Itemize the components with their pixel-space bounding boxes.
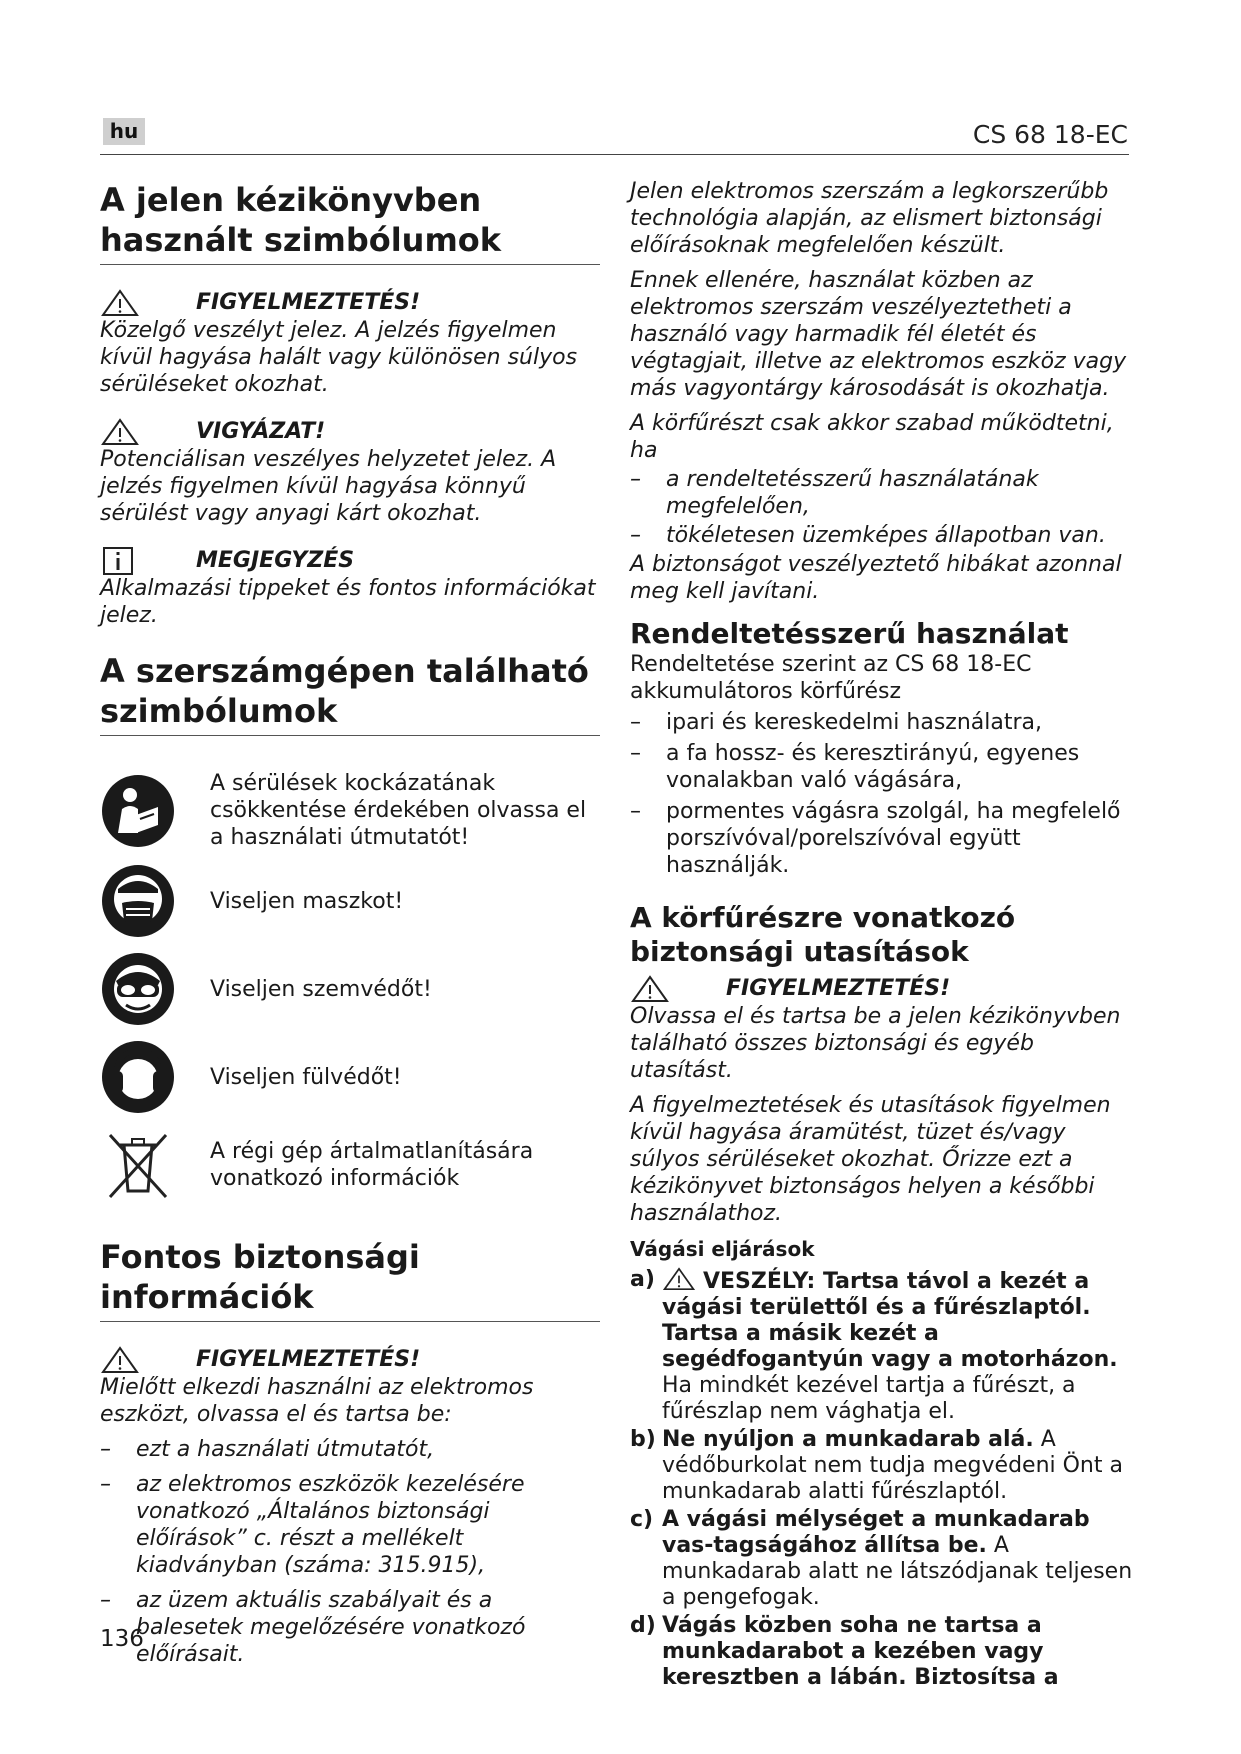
warning-triangle-icon bbox=[100, 289, 140, 317]
intro-paragraph: Ennek ellenére, használat közben az elektromos szerszám veszélyeztetheti a használó vagy harmadik fél életét és végtagjait, illetve az elektromos eszköz vagy más vagyontárgy károsodását is okozhatja. bbox=[630, 268, 1127, 401]
warning-triangle-icon bbox=[100, 1346, 140, 1374]
intro-paragraph: A biztonságot veszélyeztető hibákat azonnal meg kell javítani. bbox=[630, 552, 1122, 604]
symbol-row bbox=[100, 1127, 600, 1203]
list-item: – pormentes vágásra szolgál, ha megfelelő porszívóval/porelszívóval együtt használják. bbox=[630, 799, 1121, 878]
list-item: – ipari és kereskedelmi használatra, bbox=[630, 710, 1042, 735]
symbol-text: A sérülések kockázatának csökkentése érdekében olvassa el a használati útmutatót! bbox=[210, 771, 587, 850]
list-item: – tökéletesen üzemképes állapotban van. bbox=[630, 523, 1106, 548]
warning-text: A figyelmeztetések és utasítások figyelmen kívül hagyása áramütést, tüzet és/vagy súlyos sérüléseket okozhat. Őrizze ezt a kézikönyvet biztonságos helyen a későbbi használathoz. bbox=[630, 1093, 1111, 1226]
caution-heading: VIGYÁZAT! bbox=[100, 418, 600, 446]
crossed-bin-icon bbox=[100, 1127, 176, 1203]
procedure-item: b) Ne nyúljon a munkadarab alá. A védőburkolat nem tudja megvédeni Önt a munkadarab alatti fűrészlaptól. bbox=[630, 1427, 1123, 1504]
symbol-text: Viseljen fülvédőt! bbox=[210, 1064, 402, 1090]
ear-protection-icon bbox=[100, 1039, 176, 1115]
warning-text: Közelgő veszélyt jelez. A jelzés figyelmen kívül hagyása halált vagy különösen súlyos sérüléseket okozhat. bbox=[100, 318, 578, 397]
warning-text: Olvassa el és tartsa be a jelen kézikönyvben található összes biztonsági és egyéb utasítást. bbox=[630, 1004, 1121, 1083]
goggles-icon bbox=[100, 951, 176, 1027]
procedure-item: a) VESZÉLY: Tartsa távol a kezét a vágási területtől és a fűrészlaptól. Tartsa a másik kezét a segédfogantyún vagy a motorházon. Ha mindkét kezével tartja a fűrészt, a fűrészlap nem vághatja el. bbox=[630, 1267, 1118, 1424]
symbol-text: Viseljen szemvédőt! bbox=[210, 976, 432, 1002]
section-title-intended-use: Rendeltetésszerű használat bbox=[630, 617, 1069, 650]
section-title-safety-info: Fontos biztonsági információk bbox=[100, 1237, 600, 1322]
symbol-row bbox=[100, 951, 600, 1027]
symbol-row bbox=[100, 1039, 600, 1115]
warning-triangle-icon bbox=[630, 975, 670, 1003]
warning-text: Mielőtt elkezdi használni az elektromos eszközt, olvassa el és tartsa be: bbox=[100, 1375, 534, 1427]
language-badge: hu bbox=[103, 118, 145, 145]
list-item: – a rendeltetésszerű használatának megfelelően, bbox=[630, 467, 1039, 519]
left-column bbox=[100, 180, 600, 1676]
procedure-item: c) A vágási mélységet a munkadarab vas-tagságához állítsa be. A munkadarab alatt ne látszódjanak teljesen a pengefogak. bbox=[630, 1507, 1133, 1610]
page-number: 136 bbox=[100, 1626, 144, 1652]
warning-triangle-icon bbox=[662, 1267, 696, 1291]
symbol-text: A régi gép ártalmatlanítására vonatkozó információk bbox=[210, 1139, 534, 1191]
procedure-item: d) Vágás közben soha ne tartsa a munkadarabot a kezében vagy keresztben a lábán. Biztosítsa a bbox=[630, 1613, 1059, 1690]
section-title-saw-safety: A körfűrészre vonatkozó biztonsági utasítások bbox=[630, 901, 1016, 968]
list-item: – a fa hossz- és keresztirányú, egyenes vonalakban való vágására, bbox=[630, 741, 1080, 793]
intro-paragraph: Jelen elektromos szerszám a legkorszerűbb technológia alapján, az elismert biztonsági előírásoknak megfelelően készült. bbox=[630, 179, 1109, 258]
list-item: – az elektromos eszközök kezelésére vonatkozó „Általános biztonsági előírások” c. részt a mellékelt kiadványban (száma: 315.915), bbox=[100, 1472, 525, 1578]
warning-heading: FIGYELMEZTETÉS! bbox=[630, 975, 1135, 1003]
mask-icon bbox=[100, 863, 176, 939]
list-item: – az üzem aktuális szabályait és a balesetek megelőzésére vonatkozó előírásait. bbox=[100, 1588, 526, 1667]
symbol-row bbox=[100, 863, 600, 939]
use-intro: Rendeltetése szerint az CS 68 18-EC akkumulátoros körfűrész bbox=[630, 652, 1032, 704]
section-title-symbols-manual: A jelen kézikönyvben használt szimbólumok bbox=[100, 180, 600, 265]
info-box-icon bbox=[100, 547, 140, 575]
read-manual-icon bbox=[100, 773, 176, 849]
procedures-title: Vágási eljárások bbox=[630, 1237, 815, 1261]
header-rule bbox=[100, 154, 1129, 155]
note-text: Alkalmazási tippeket és fontos információkat jelez. bbox=[100, 576, 596, 628]
caution-text: Potenciálisan veszélyes helyzetet jelez. A jelzés figyelmen kívül hagyása könnyű sérülést vagy anyagi kárt okozhat. bbox=[100, 447, 557, 526]
caution-triangle-icon bbox=[100, 418, 140, 446]
note-heading: MEGJEGYZÉS bbox=[100, 547, 600, 575]
list-item: – ezt a használati útmutatót, bbox=[100, 1437, 435, 1462]
warning-heading: FIGYELMEZTETÉS! bbox=[100, 289, 600, 317]
model-name: CS 68 18-EC bbox=[972, 120, 1128, 149]
section-title-symbols-tool: A szerszámgépen található szimbólumok bbox=[100, 651, 600, 736]
right-column bbox=[630, 178, 1135, 1693]
symbol-row bbox=[100, 770, 600, 851]
intro-paragraph: A körfűrészt csak akkor szabad működtetni, ha bbox=[630, 411, 1114, 463]
warning-heading: FIGYELMEZTETÉS! bbox=[100, 1346, 600, 1374]
symbol-text: Viseljen maszkot! bbox=[210, 888, 404, 914]
